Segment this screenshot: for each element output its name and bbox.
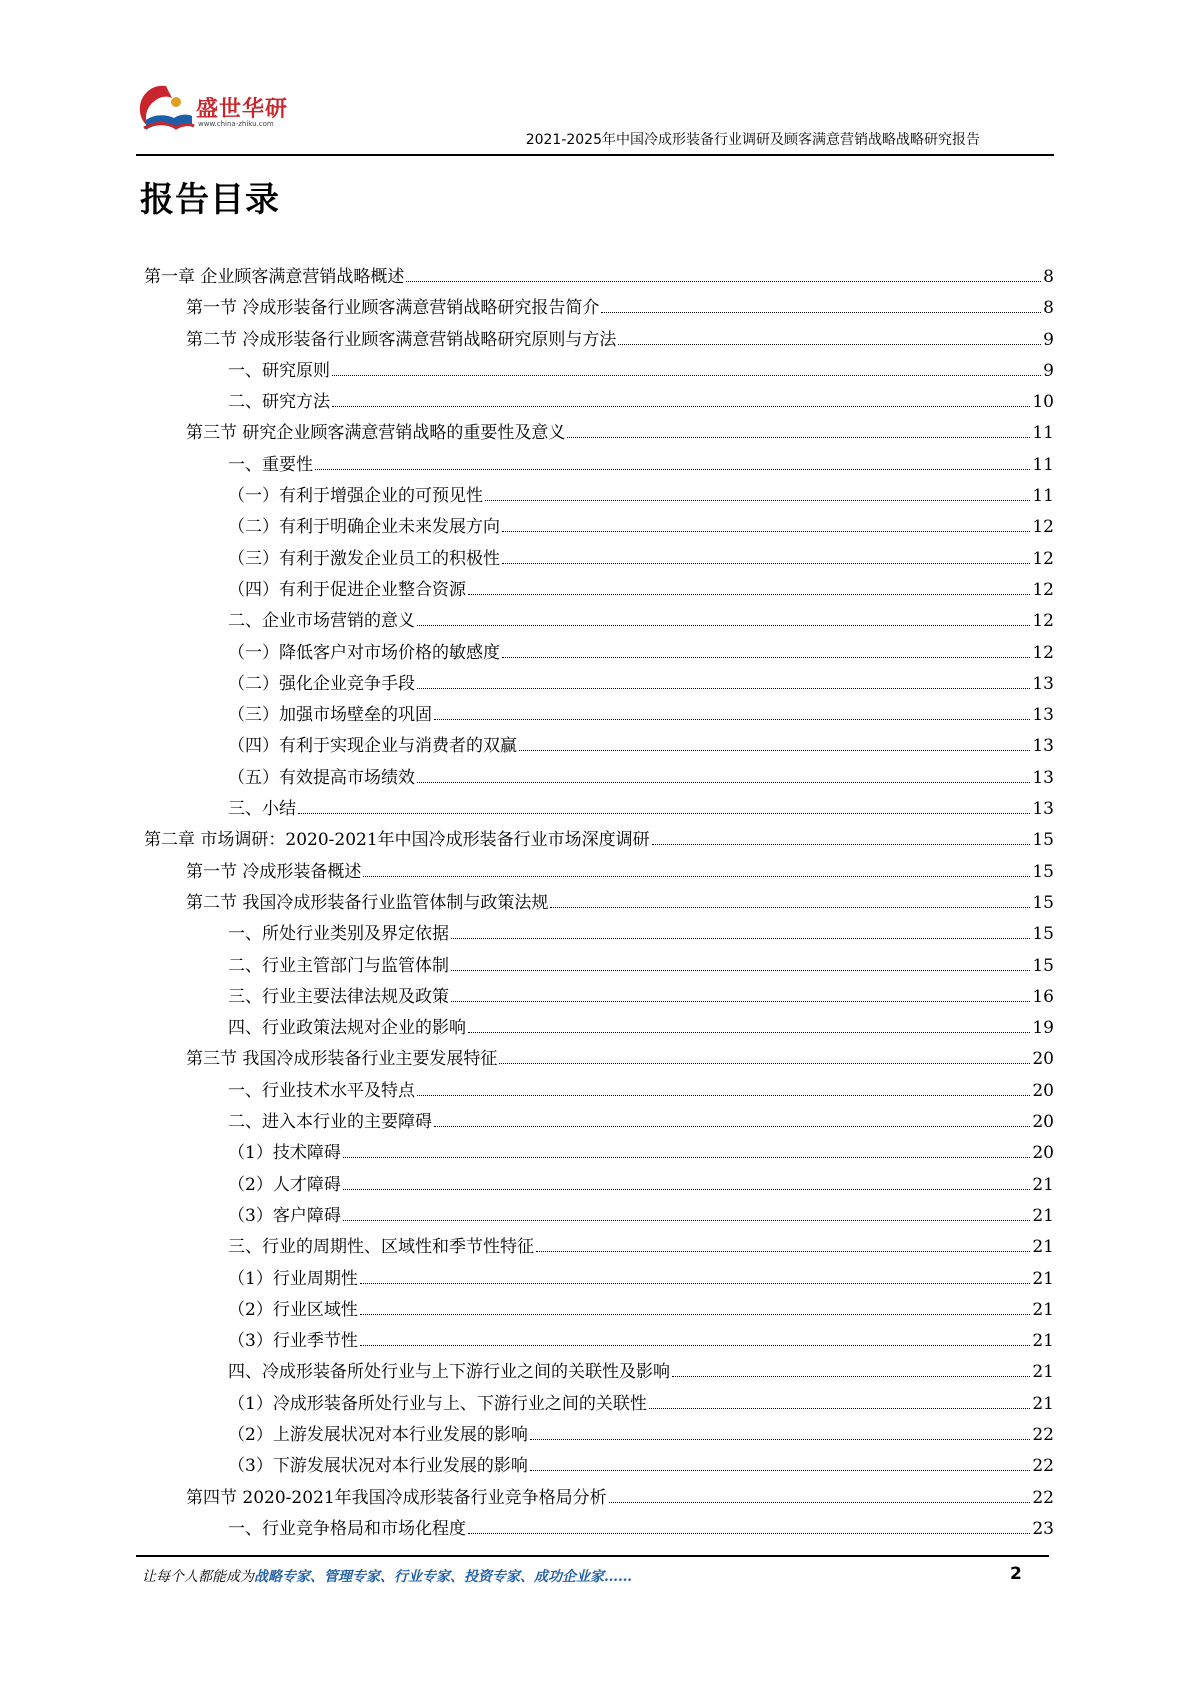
- toc-entry-page: 20: [1032, 1049, 1054, 1070]
- toc-entry[interactable]: [144, 1044, 1054, 1075]
- toc-entry-title: 三、小结: [228, 799, 296, 820]
- toc-dot-leader: [332, 375, 1041, 376]
- toc-entry-title: 一、行业竞争格局和市场化程度: [228, 1518, 466, 1539]
- toc-dot-leader: [360, 1314, 1031, 1315]
- toc-entry-page: 12: [1032, 611, 1054, 632]
- toc-dot-leader: [417, 782, 1030, 783]
- toc-entry-title: 第二章 市场调研：2020-2021年中国冷成形装备行业市场深度调研: [144, 830, 650, 851]
- toc-entry[interactable]: [144, 1326, 1054, 1357]
- toc-entry-title: （四）有利于实现企业与消费者的双赢: [228, 736, 517, 757]
- toc-entry-page: 15: [1032, 830, 1054, 851]
- toc-entry[interactable]: [144, 857, 1054, 888]
- toc-entry[interactable]: [144, 544, 1054, 575]
- toc-dot-leader: [343, 1157, 1031, 1158]
- toc-entry[interactable]: [144, 731, 1054, 762]
- toc-entry[interactable]: [144, 512, 1054, 543]
- toc-dot-leader: [343, 1220, 1031, 1221]
- toc-dot-leader: [502, 531, 1030, 532]
- toc-entry-page: 22: [1032, 1424, 1054, 1445]
- footer-slogan-highlight: 战略专家、管理专家、行业专家、投资专家、成功企业家……: [254, 1569, 632, 1585]
- toc-dot-leader: [649, 1408, 1031, 1409]
- toc-entry-page: 13: [1032, 799, 1054, 820]
- toc-dot-leader: [417, 688, 1030, 689]
- toc-entry-page: 19: [1032, 1018, 1054, 1039]
- toc-entry[interactable]: [144, 1357, 1054, 1388]
- toc-dot-leader: [417, 1095, 1030, 1096]
- report-header-title: 2021-2025年中国冷成形装备行业调研及顾客满意营销战略战略研究报告: [525, 132, 980, 148]
- footer-slogan-prefix: 让每个人都能成为: [142, 1569, 254, 1585]
- footer-slogan: [142, 1566, 632, 1586]
- toc-entry-page: 21: [1032, 1331, 1054, 1352]
- toc-dot-leader: [502, 657, 1030, 658]
- toc-entry-title: 二、行业主管部门与监管体制: [228, 955, 449, 976]
- toc-entry[interactable]: [144, 794, 1054, 825]
- toc-entry-page: 21: [1032, 1268, 1054, 1289]
- toc-entry[interactable]: [144, 982, 1054, 1013]
- toc-entry-page: 21: [1032, 1174, 1054, 1195]
- toc-entry-title: 第三节 研究企业顾客满意营销战略的重要性及意义: [186, 423, 566, 444]
- toc-entry-title: 四、冷成形装备所处行业与上下游行业之间的关联性及影响: [228, 1362, 670, 1383]
- toc-entry-page: 15: [1032, 924, 1054, 945]
- toc-entry-page: 22: [1032, 1487, 1054, 1508]
- toc-entry[interactable]: [144, 638, 1054, 669]
- toc-dot-leader: [315, 469, 1030, 470]
- toc-dot-leader: [519, 750, 1030, 751]
- toc-entry-title: 第二节 我国冷成形装备行业监管体制与政策法规: [186, 892, 549, 913]
- toc-entry[interactable]: [144, 1107, 1054, 1138]
- toc-entry[interactable]: [144, 1138, 1054, 1169]
- toc-dot-leader: [406, 281, 1041, 282]
- toc-entry-page: 13: [1032, 673, 1054, 694]
- toc-entry-page: 13: [1032, 705, 1054, 726]
- toc-dot-leader: [434, 719, 1030, 720]
- toc-dot-leader: [502, 563, 1030, 564]
- toc-entry-page: 13: [1032, 736, 1054, 757]
- toc-entry-title: （五）有效提高市场绩效: [228, 767, 415, 788]
- toc-entry-page: 13: [1032, 767, 1054, 788]
- logo-emblem-icon: [136, 80, 196, 142]
- toc-dot-leader: [530, 1470, 1031, 1471]
- toc-entry-page: 12: [1032, 517, 1054, 538]
- toc-dot-leader: [468, 594, 1030, 595]
- toc-entry[interactable]: [144, 262, 1054, 293]
- toc-entry-page: 20: [1032, 1080, 1054, 1101]
- toc-entry-page: 21: [1032, 1237, 1054, 1258]
- toc-entry[interactable]: [144, 825, 1054, 856]
- toc-entry-title: （1）技术障碍: [228, 1143, 341, 1164]
- toc-dot-leader: [550, 907, 1030, 908]
- toc-entry-title: （3）下游发展状况对本行业发展的影响: [228, 1456, 528, 1477]
- toc-entry-page: 20: [1032, 1112, 1054, 1133]
- toc-entry[interactable]: [144, 1514, 1054, 1545]
- toc-entry-page: 20: [1032, 1143, 1054, 1164]
- logo-name: 盛世华研: [196, 97, 289, 122]
- header-divider: [136, 154, 1054, 156]
- toc-entry-title: （2）上游发展状况对本行业发展的影响: [228, 1424, 528, 1445]
- toc-entry[interactable]: [144, 1201, 1054, 1232]
- toc-entry[interactable]: [144, 1295, 1054, 1326]
- toc-entry-title: （三）加强市场壁垒的巩固: [228, 705, 432, 726]
- toc-entry-title: （四）有利于促进企业整合资源: [228, 579, 466, 600]
- toc-entry-page: 11: [1032, 423, 1054, 444]
- toc-entry[interactable]: [144, 700, 1054, 731]
- toc-entry[interactable]: [144, 1389, 1054, 1420]
- toc-dot-leader: [360, 1345, 1031, 1346]
- toc-entry-page: 9: [1043, 360, 1054, 381]
- toc-dot-leader: [298, 813, 1030, 814]
- toc-entry-page: 15: [1032, 955, 1054, 976]
- toc-entry-title: （一）有利于增强企业的可预见性: [228, 486, 483, 507]
- table-of-contents: [144, 262, 1054, 1545]
- toc-entry-page: 21: [1032, 1205, 1054, 1226]
- toc-entry[interactable]: [144, 888, 1054, 919]
- toc-entry-title: 第二节 冷成形装备行业顾客满意营销战略研究原则与方法: [186, 329, 617, 350]
- toc-dot-leader: [499, 1063, 1030, 1064]
- toc-entry-page: 12: [1032, 579, 1054, 600]
- toc-dot-leader: [451, 970, 1030, 971]
- toc-entry-page: 8: [1043, 267, 1054, 287]
- toc-entry-page: 12: [1032, 548, 1054, 569]
- toc-entry-title: 三、行业主要法律法规及政策: [228, 986, 449, 1007]
- toc-entry-title: 二、进入本行业的主要障碍: [228, 1112, 432, 1133]
- toc-entry-title: （二）有利于明确企业未来发展方向: [228, 517, 500, 538]
- page-number: 2: [1010, 1564, 1022, 1584]
- toc-entry-page: 12: [1032, 642, 1054, 663]
- toc-dot-leader: [530, 1439, 1031, 1440]
- toc-entry-title: （二）强化企业竞争手段: [228, 673, 415, 694]
- toc-entry-page: 10: [1032, 392, 1054, 413]
- toc-entry[interactable]: [144, 1232, 1054, 1263]
- toc-dot-leader: [536, 1251, 1030, 1252]
- toc-entry[interactable]: [144, 1170, 1054, 1201]
- toc-entry-title: 第一节 冷成形装备概述: [186, 861, 362, 882]
- toc-entry-title: （3）行业季节性: [228, 1331, 358, 1352]
- logo-url: www.china-zhiku.com: [198, 120, 274, 128]
- toc-entry-page: 11: [1032, 454, 1054, 475]
- toc-dot-leader: [618, 344, 1041, 345]
- toc-entry[interactable]: [144, 1076, 1054, 1107]
- toc-entry[interactable]: [144, 669, 1054, 700]
- toc-entry[interactable]: [144, 1451, 1054, 1482]
- toc-entry-title: 二、企业市场营销的意义: [228, 611, 415, 632]
- toc-entry[interactable]: [144, 1264, 1054, 1295]
- toc-dot-leader: [451, 938, 1030, 939]
- toc-entry-title: 二、研究方法: [228, 392, 330, 413]
- toc-entry[interactable]: [144, 606, 1054, 637]
- toc-entry-title: （1）冷成形装备所处行业与上、下游行业之间的关联性: [228, 1393, 647, 1414]
- toc-entry[interactable]: [144, 387, 1054, 418]
- toc-dot-leader: [485, 500, 1030, 501]
- toc-entry[interactable]: [144, 450, 1054, 481]
- toc-entry-title: （2）人才障碍: [228, 1174, 341, 1195]
- toc-entry-title: 第一节 冷成形装备行业顾客满意营销战略研究报告简介: [186, 298, 600, 319]
- toc-entry[interactable]: [144, 293, 1054, 324]
- page-title: 报告目录: [140, 180, 280, 220]
- toc-entry-title: （一）降低客户对市场价格的敏感度: [228, 642, 500, 663]
- toc-dot-leader: [468, 1533, 1030, 1534]
- toc-entry[interactable]: [144, 575, 1054, 606]
- toc-entry-page: 15: [1032, 861, 1054, 882]
- footer-divider: [136, 1555, 1049, 1557]
- toc-dot-leader: [601, 312, 1041, 313]
- toc-entry[interactable]: [144, 951, 1054, 982]
- toc-dot-leader: [672, 1376, 1030, 1377]
- toc-dot-leader: [417, 625, 1030, 626]
- toc-entry-title: 一、研究原则: [228, 360, 330, 381]
- toc-entry[interactable]: [144, 1483, 1054, 1514]
- toc-dot-leader: [468, 1032, 1030, 1033]
- toc-entry[interactable]: [144, 1420, 1054, 1451]
- toc-entry-page: 11: [1032, 486, 1054, 507]
- toc-entry-title: 一、行业技术水平及特点: [228, 1080, 415, 1101]
- toc-entry-title: 第四节 2020-2021年我国冷成形装备行业竞争格局分析: [186, 1487, 607, 1508]
- toc-entry-title: 四、行业政策法规对企业的影响: [228, 1018, 466, 1039]
- toc-entry-page: 21: [1032, 1299, 1054, 1320]
- toc-entry-page: 16: [1032, 986, 1054, 1007]
- toc-entry[interactable]: [144, 356, 1054, 387]
- toc-entry[interactable]: [144, 418, 1054, 449]
- toc-entry-title: （三）有利于激发企业员工的积极性: [228, 548, 500, 569]
- toc-entry[interactable]: [144, 325, 1054, 356]
- toc-entry[interactable]: [144, 763, 1054, 794]
- toc-dot-leader: [451, 1001, 1030, 1002]
- toc-entry-title: （1）行业周期性: [228, 1268, 358, 1289]
- toc-entry-title: 第一章 企业顾客满意营销战略概述: [144, 267, 405, 287]
- toc-entry-page: 15: [1032, 892, 1054, 913]
- toc-entry-page: 21: [1032, 1393, 1054, 1414]
- toc-entry[interactable]: [144, 1013, 1054, 1044]
- toc-dot-leader: [567, 437, 1030, 438]
- toc-entry-title: 一、所处行业类别及界定依据: [228, 924, 449, 945]
- toc-entry-page: 22: [1032, 1456, 1054, 1477]
- toc-entry-title: 三、行业的周期性、区域性和季节性特征: [228, 1237, 534, 1258]
- toc-entry-title: 第三节 我国冷成形装备行业主要发展特征: [186, 1049, 498, 1070]
- toc-entry-page: 21: [1032, 1362, 1054, 1383]
- toc-entry-page: 23: [1032, 1518, 1054, 1539]
- toc-entry[interactable]: [144, 919, 1054, 950]
- toc-dot-leader: [652, 844, 1031, 845]
- toc-dot-leader: [609, 1502, 1031, 1503]
- company-logo: [136, 80, 306, 142]
- toc-entry-page: 9: [1043, 329, 1054, 350]
- toc-dot-leader: [360, 1283, 1031, 1284]
- toc-entry-title: （3）客户障碍: [228, 1205, 341, 1226]
- toc-entry-title: 一、重要性: [228, 454, 313, 475]
- toc-entry-page: 8: [1043, 298, 1054, 319]
- toc-dot-leader: [332, 406, 1030, 407]
- toc-dot-leader: [434, 1126, 1030, 1127]
- toc-dot-leader: [343, 1189, 1031, 1190]
- toc-entry[interactable]: [144, 481, 1054, 512]
- toc-entry-title: （2）行业区域性: [228, 1299, 358, 1320]
- toc-dot-leader: [363, 876, 1030, 877]
